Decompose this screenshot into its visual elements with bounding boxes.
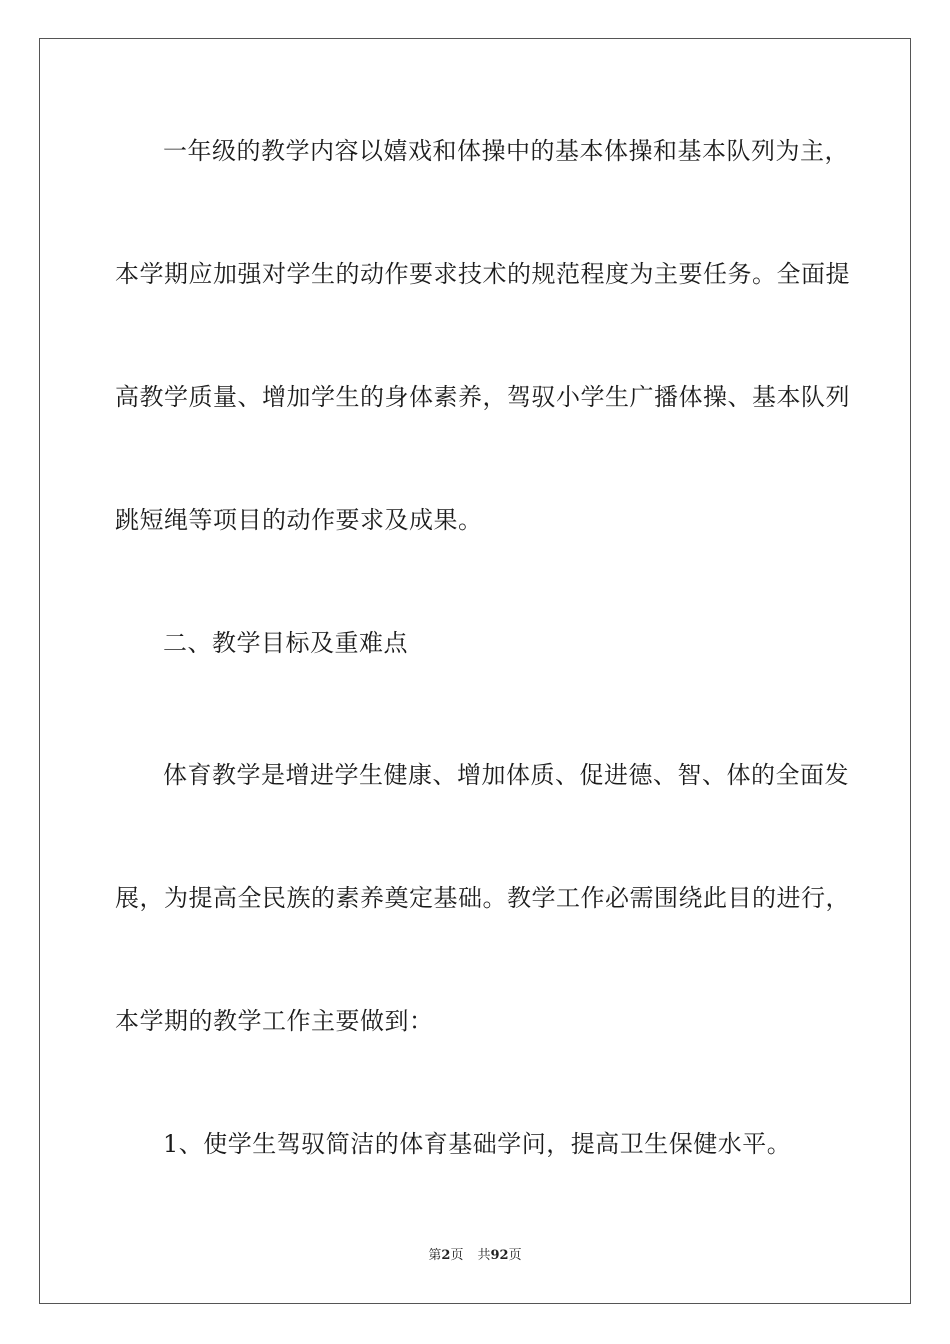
page-footer — [0, 1247, 950, 1265]
page-prefix: 第 — [428, 1248, 442, 1263]
page-suffix: 页 — [450, 1248, 464, 1263]
paragraph-line: 本学期应加强对学生的动作要求技术的规范程度为主要任务。全面提 — [115, 260, 850, 288]
total-prefix: 共 — [477, 1248, 491, 1263]
paragraph-line: 高教学质量、增加学生的身体素养，驾驭小学生广播体操、基本队列 — [115, 383, 850, 411]
page-number: 2 — [441, 1248, 451, 1263]
page-border — [39, 38, 911, 1304]
section-heading: 二、教学目标及重难点 — [163, 629, 408, 657]
total-suffix: 页 — [508, 1248, 522, 1263]
paragraph-line: 跳短绳等项目的动作要求及成果。 — [115, 506, 483, 534]
total-pages: 92 — [490, 1248, 509, 1263]
paragraph-line: 体育教学是增进学生健康、增加体质、促进德、智、体的全面发 — [163, 761, 849, 789]
list-item: 1、使学生驾驭简洁的体育基础学问，提高卫生保健水平。 — [163, 1130, 792, 1158]
paragraph-line: 本学期的教学工作主要做到： — [115, 1007, 434, 1035]
paragraph-line: 展，为提高全民族的素养奠定基础。教学工作必需围绕此目的进行， — [115, 884, 850, 912]
paragraph-line: 一年级的教学内容以嬉戏和体操中的基本体操和基本队列为主， — [163, 137, 849, 165]
